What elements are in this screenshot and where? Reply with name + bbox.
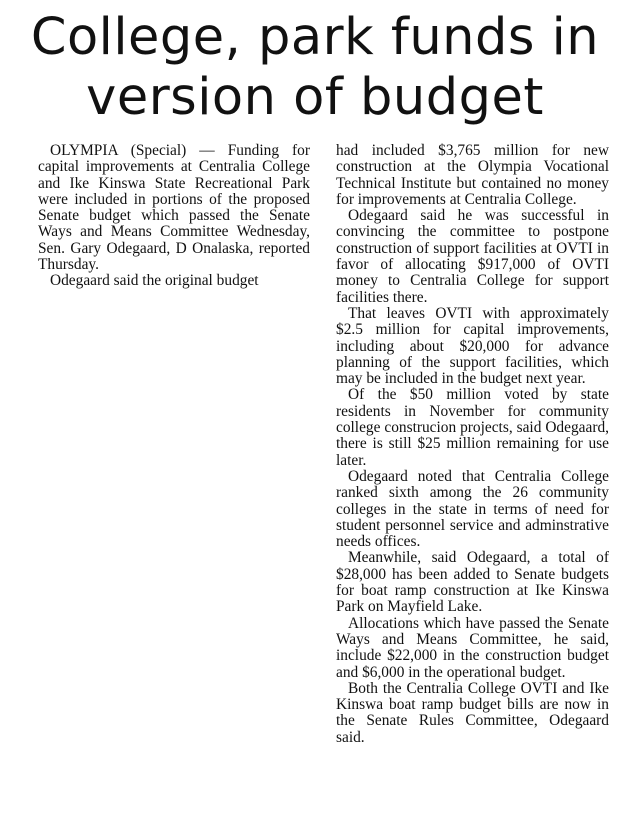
paragraph: Of the $50 million voted by state residents in November for community college construcion projects, said Odegaard, there is still $25 million remaining for use later. bbox=[336, 386, 609, 469]
paragraph: That leaves OVTI with approximately $2.5 million for capital improvements, including about $20,000 for advance planning of the support facilities, which may be included in the budget next year. bbox=[336, 304, 609, 388]
article-column-right bbox=[336, 143, 609, 746]
paragraph: Allocations which have passed the Senate Ways and Means Committee, he said, include $22,000 in the construction budget and $6,000 in the operational budget. bbox=[336, 614, 609, 681]
paragraph: OLYMPIA (Special) — Funding for capital improvements at Centralia College and Ike Kinswa State Recreational Park were included in portions of the proposed Senate budget which passed the Senate Ways and Means Committee Wednesday, Sen. Gary Odegaard, D Onalaska, reported Thursday. bbox=[38, 142, 310, 274]
paragraph: Meanwhile, said Odegaard, a total of $28,000 has been added to Senate budgets for boat ramp construction at Ike Kinswa Park on Mayfield Lake. bbox=[336, 549, 609, 616]
paragraph: Both the Centralia College OVTI and Ike Kinswa boat ramp budget bills are now in the Senate Rules Committee, Odegaard said. bbox=[336, 679, 609, 746]
paragraph: Odegaard said the original budget bbox=[50, 272, 259, 290]
paragraph: Odegaard said he was successful in convincing the committee to postpone construction of support facilities at OVTI in favor of allocating $917,000 of OVTI money to Centralia College for support facilities there. bbox=[336, 207, 609, 306]
article-headline: College, park funds in version of budget bbox=[30, 8, 600, 127]
paragraph: Odegaard noted that Centralia College ranked sixth among the 26 community colleges in the state in terms of need for student personnel service and adminstrative needs offices. bbox=[336, 467, 609, 551]
article-column-left bbox=[38, 143, 310, 290]
paragraph-continued: had included $3,765 million for new construction at the Olympia Vocational Technical Institute but contained no money for improvements at Centralia College. bbox=[336, 142, 609, 208]
